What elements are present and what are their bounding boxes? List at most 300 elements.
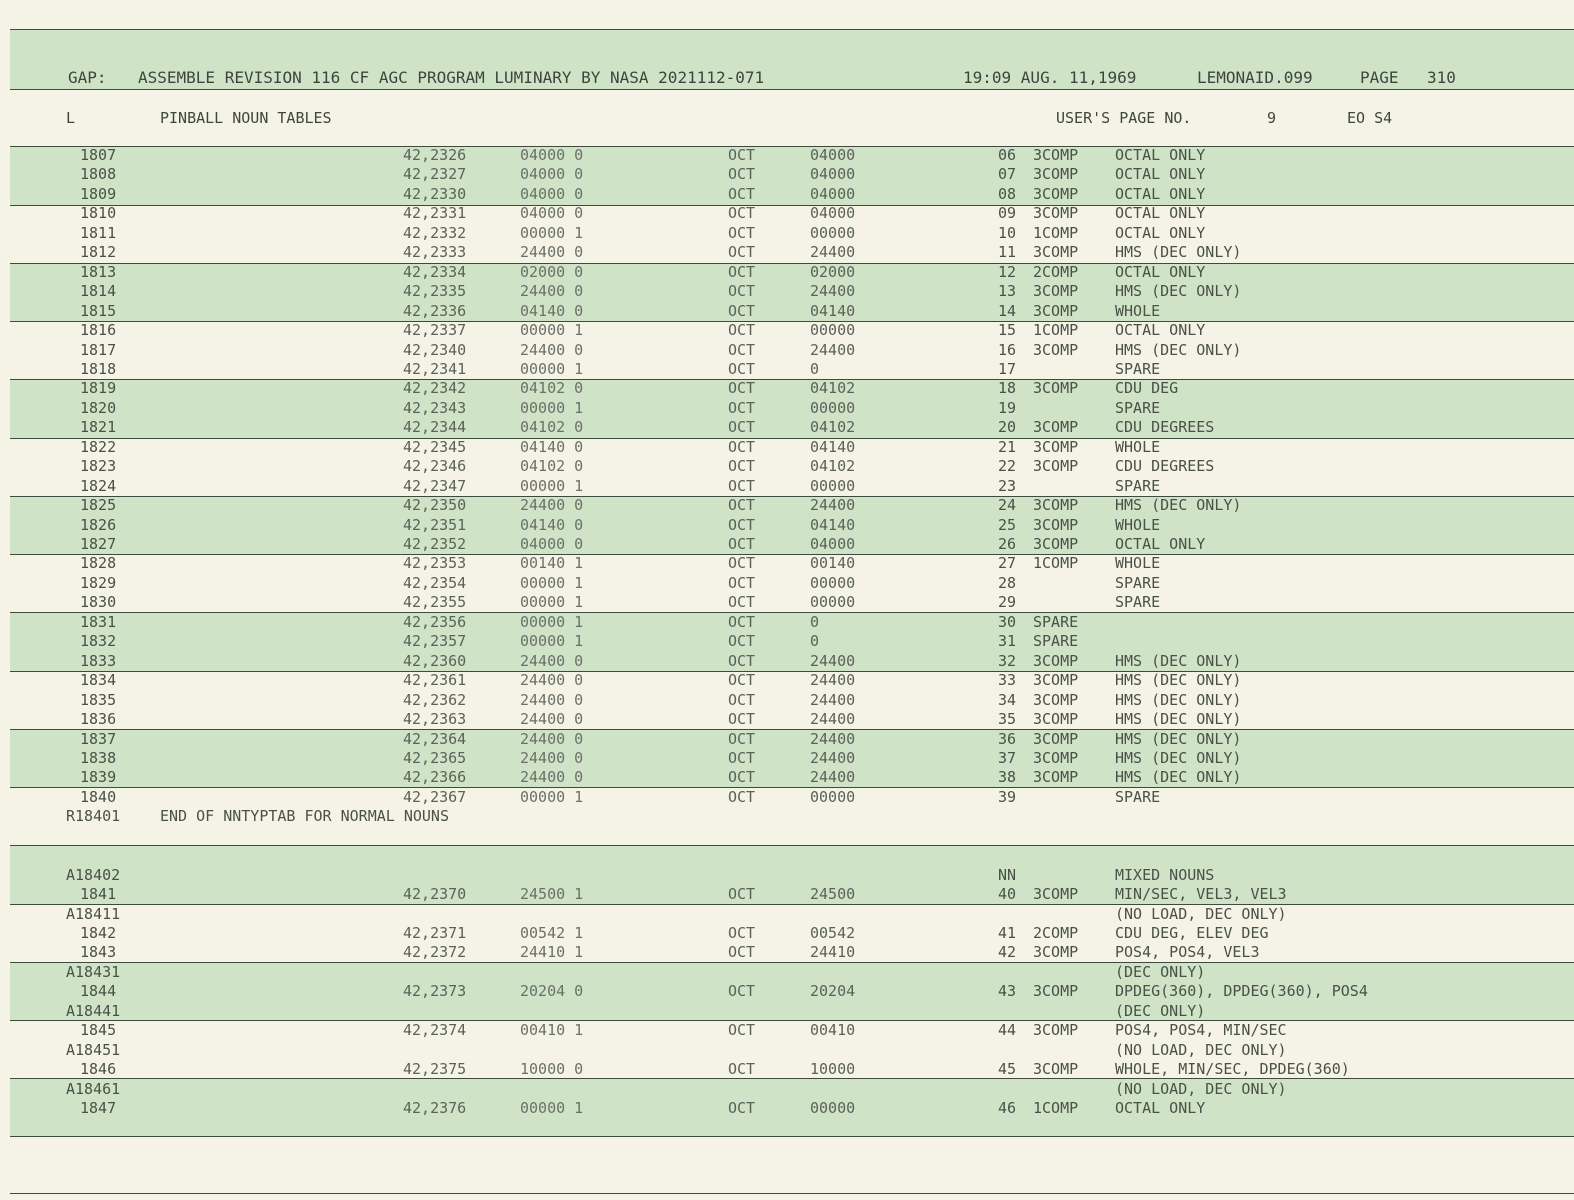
component-class: 3COMP — [1033, 652, 1079, 670]
noun-number: 39 — [998, 788, 1017, 806]
noun-number: 09 — [998, 204, 1017, 222]
address: 42,2355 — [403, 593, 467, 611]
listing-line — [0, 418, 1574, 437]
memory-word: 04000 0 — [520, 535, 584, 553]
noun-number: 40 — [998, 885, 1017, 903]
comment: (NO LOAD, DEC ONLY) — [1115, 905, 1287, 923]
opcode: OCT — [728, 671, 756, 689]
component-class: 1COMP — [1033, 554, 1079, 572]
memory-word: 24400 0 — [520, 671, 584, 689]
address: 42,2352 — [403, 535, 467, 553]
comment: WHOLE — [1115, 554, 1161, 572]
line-label: 1814 — [80, 282, 117, 300]
noun-number: 33 — [998, 671, 1017, 689]
component-class: 3COMP — [1033, 379, 1079, 397]
noun-number: NN — [998, 866, 1017, 884]
line-label: 1828 — [80, 554, 117, 572]
memory-word: 02000 0 — [520, 263, 584, 281]
operand: 0 — [810, 632, 820, 650]
comment: POS4, POS4, VEL3 — [1115, 943, 1260, 961]
operand: 02000 — [810, 263, 856, 281]
memory-word: 24400 0 — [520, 341, 584, 359]
component-class: 2COMP — [1033, 924, 1079, 942]
comment: HMS (DEC ONLY) — [1115, 341, 1242, 359]
address: 42,2365 — [403, 749, 467, 767]
line-label: 1812 — [80, 243, 117, 261]
remark-text: END OF NNTYPTAB FOR NORMAL NOUNS — [160, 807, 449, 825]
line-label: 1819 — [80, 379, 117, 397]
memory-word: 20204 0 — [520, 982, 584, 1000]
listing-line — [0, 263, 1574, 282]
opcode: OCT — [728, 282, 756, 300]
operand: 00410 — [810, 1021, 856, 1039]
line-label: 1824 — [80, 477, 117, 495]
line-label: 1842 — [80, 924, 117, 942]
operand: 04140 — [810, 302, 856, 320]
noun-number: 19 — [998, 399, 1017, 417]
component-class: 3COMP — [1033, 1060, 1079, 1078]
user-page-label: USER'S PAGE NO. — [1056, 109, 1192, 127]
noun-number: 37 — [998, 749, 1017, 767]
listing-line — [0, 438, 1574, 457]
memory-word: 00140 1 — [520, 554, 584, 572]
noun-number: 38 — [998, 768, 1017, 786]
address: 42,2332 — [403, 224, 467, 242]
operand: 20204 — [810, 982, 856, 1000]
component-class: 1COMP — [1033, 321, 1079, 339]
noun-number: 35 — [998, 710, 1017, 728]
memory-word: 04140 0 — [520, 438, 584, 456]
listing-line — [0, 671, 1574, 690]
component-class: 3COMP — [1033, 730, 1079, 748]
address: 42,2373 — [403, 982, 467, 1000]
noun-number: 42 — [998, 943, 1017, 961]
memory-word: 04000 0 — [520, 185, 584, 203]
address: 42,2334 — [403, 263, 467, 281]
comment: WHOLE, MIN/SEC, DPDEG(360) — [1115, 1060, 1350, 1078]
noun-number: 46 — [998, 1099, 1017, 1117]
memory-word: 04000 0 — [520, 204, 584, 222]
line-label: 1827 — [80, 535, 117, 553]
operand: 04140 — [810, 516, 856, 534]
opcode: OCT — [728, 632, 756, 650]
address: 42,2346 — [403, 457, 467, 475]
listing-line — [0, 496, 1574, 515]
address: 42,2376 — [403, 1099, 467, 1117]
datetime: 19:09 AUG. 11,1969 — [963, 68, 1137, 87]
listing-line — [0, 165, 1574, 184]
line-label: 1841 — [80, 885, 117, 903]
opcode: OCT — [728, 516, 756, 534]
operand: 04000 — [810, 535, 856, 553]
opcode: OCT — [728, 360, 756, 378]
opcode: OCT — [728, 691, 756, 709]
component-class: 3COMP — [1033, 185, 1079, 203]
memory-word: 00000 1 — [520, 360, 584, 378]
opcode: OCT — [728, 185, 756, 203]
listing-line — [0, 574, 1574, 593]
comment: SPARE — [1115, 788, 1161, 806]
opcode: OCT — [728, 730, 756, 748]
listing-line — [0, 963, 1574, 982]
line-label: 1833 — [80, 652, 117, 670]
line-label: 1846 — [80, 1060, 117, 1078]
line-label: 1840 — [80, 788, 117, 806]
line-label: 1831 — [80, 613, 117, 631]
file-name: LEMONAID.099 — [1197, 68, 1313, 87]
noun-number: 31 — [998, 632, 1017, 650]
opcode: OCT — [728, 924, 756, 942]
noun-number: 22 — [998, 457, 1017, 475]
address: 42,2343 — [403, 399, 467, 417]
rule — [10, 1193, 1574, 1194]
memory-word: 00000 1 — [520, 1099, 584, 1117]
line-label: 1826 — [80, 516, 117, 534]
operand: 24400 — [810, 243, 856, 261]
opcode: OCT — [728, 496, 756, 514]
operand: 04000 — [810, 165, 856, 183]
comment: CDU DEGREES — [1115, 418, 1215, 436]
comment: HMS (DEC ONLY) — [1115, 652, 1242, 670]
comment: HMS (DEC ONLY) — [1115, 691, 1242, 709]
listing-line — [0, 399, 1574, 418]
listing-line — [0, 204, 1574, 223]
line-label: 1809 — [80, 185, 117, 203]
comment: HMS (DEC ONLY) — [1115, 496, 1242, 514]
opcode: OCT — [728, 710, 756, 728]
address: 42,2370 — [403, 885, 467, 903]
component-class: SPARE — [1033, 613, 1079, 631]
comment: (DEC ONLY) — [1115, 963, 1206, 981]
line-label: A18441 — [66, 1002, 121, 1020]
memory-word: 04102 0 — [520, 379, 584, 397]
address: 42,2372 — [403, 943, 467, 961]
opcode: OCT — [728, 204, 756, 222]
component-class: 3COMP — [1033, 496, 1079, 514]
component-class: 3COMP — [1033, 671, 1079, 689]
comment: WHOLE — [1115, 302, 1161, 320]
opcode: OCT — [728, 613, 756, 631]
comment: POS4, POS4, MIN/SEC — [1115, 1021, 1287, 1039]
section-title: PINBALL NOUN TABLES — [160, 109, 332, 127]
address: 42,2351 — [403, 516, 467, 534]
comment: MIXED NOUNS — [1115, 866, 1215, 884]
opcode: OCT — [728, 165, 756, 183]
rule — [10, 29, 1574, 30]
component-class: 3COMP — [1033, 535, 1079, 553]
opcode: OCT — [728, 554, 756, 572]
line-label: 1830 — [80, 593, 117, 611]
opcode: OCT — [728, 399, 756, 417]
noun-number: 23 — [998, 477, 1017, 495]
comment: OCTAL ONLY — [1115, 224, 1206, 242]
listing-line — [0, 535, 1574, 554]
memory-word: 00000 1 — [520, 574, 584, 592]
memory-word: 00000 1 — [520, 632, 584, 650]
opcode: OCT — [728, 1021, 756, 1039]
address: 42,2330 — [403, 185, 467, 203]
comment: HMS (DEC ONLY) — [1115, 730, 1242, 748]
line-label: 1837 — [80, 730, 117, 748]
address: 42,2341 — [403, 360, 467, 378]
component-class: 3COMP — [1033, 302, 1079, 320]
address: 42,2331 — [403, 204, 467, 222]
operand: 24400 — [810, 691, 856, 709]
component-class: 3COMP — [1033, 749, 1079, 767]
opcode: OCT — [728, 477, 756, 495]
component-class: 3COMP — [1033, 204, 1079, 222]
comment: SPARE — [1115, 399, 1161, 417]
comment: OCTAL ONLY — [1115, 535, 1206, 553]
listing-line — [0, 224, 1574, 243]
address: 42,2345 — [403, 438, 467, 456]
comment: SPARE — [1115, 593, 1161, 611]
noun-number: 10 — [998, 224, 1017, 242]
listing-line — [0, 185, 1574, 204]
comment: HMS (DEC ONLY) — [1115, 749, 1242, 767]
operand: 24400 — [810, 671, 856, 689]
listing-line — [0, 905, 1574, 924]
noun-number: 15 — [998, 321, 1017, 339]
rule — [10, 1136, 1574, 1137]
operand: 0 — [810, 613, 820, 631]
memory-word: 04000 0 — [520, 146, 584, 164]
component-class: 1COMP — [1033, 224, 1079, 242]
listing-line — [0, 360, 1574, 379]
listing-line — [0, 341, 1574, 360]
comment: (NO LOAD, DEC ONLY) — [1115, 1080, 1287, 1098]
address: 42,2364 — [403, 730, 467, 748]
memory-word: 00000 1 — [520, 321, 584, 339]
comment: OCTAL ONLY — [1115, 185, 1206, 203]
component-class: 3COMP — [1033, 982, 1079, 1000]
listing-line — [0, 146, 1574, 165]
comment: CDU DEG, ELEV DEG — [1115, 924, 1269, 942]
component-class: SPARE — [1033, 632, 1079, 650]
rule — [10, 89, 1574, 90]
component-class: 3COMP — [1033, 943, 1079, 961]
noun-number: 32 — [998, 652, 1017, 670]
listing-line — [0, 243, 1574, 262]
address: 42,2353 — [403, 554, 467, 572]
line-label: 1832 — [80, 632, 117, 650]
noun-number: 14 — [998, 302, 1017, 320]
noun-number: 20 — [998, 418, 1017, 436]
noun-number: 34 — [998, 691, 1017, 709]
comment: CDU DEGREES — [1115, 457, 1215, 475]
noun-number: 29 — [998, 593, 1017, 611]
opcode: OCT — [728, 652, 756, 670]
line-label: A18431 — [66, 963, 121, 981]
line-label: 1835 — [80, 691, 117, 709]
comment: WHOLE — [1115, 438, 1161, 456]
memory-word: 24400 0 — [520, 749, 584, 767]
listing-line — [0, 613, 1574, 632]
line-label: 1845 — [80, 1021, 117, 1039]
operand: 24400 — [810, 341, 856, 359]
line-label: 1820 — [80, 399, 117, 417]
line-label: 1816 — [80, 321, 117, 339]
component-class: 3COMP — [1033, 243, 1079, 261]
operand: 04140 — [810, 438, 856, 456]
memory-word: 24400 0 — [520, 768, 584, 786]
line-label: A18411 — [66, 905, 121, 923]
opcode: OCT — [728, 982, 756, 1000]
line-label: 1839 — [80, 768, 117, 786]
listing-line — [0, 302, 1574, 321]
operand: 24400 — [810, 496, 856, 514]
listing-line — [0, 807, 1574, 826]
listing-line — [0, 1099, 1574, 1118]
memory-word: 00000 1 — [520, 399, 584, 417]
listing-line — [0, 1060, 1574, 1079]
listing-line — [0, 924, 1574, 943]
noun-number: 11 — [998, 243, 1017, 261]
line-label: 1813 — [80, 263, 117, 281]
noun-number: 25 — [998, 516, 1017, 534]
listing-line — [0, 982, 1574, 1001]
opcode: OCT — [728, 1060, 756, 1078]
opcode: OCT — [728, 418, 756, 436]
opcode: OCT — [728, 788, 756, 806]
address: 42,2350 — [403, 496, 467, 514]
operand: 00000 — [810, 593, 856, 611]
line-label: 1829 — [80, 574, 117, 592]
noun-number: 21 — [998, 438, 1017, 456]
memory-word: 24400 0 — [520, 730, 584, 748]
memory-word: 24400 0 — [520, 710, 584, 728]
line-label: 1815 — [80, 302, 117, 320]
eo-tag: EO S4 — [1347, 109, 1393, 127]
memory-word: 04140 0 — [520, 302, 584, 320]
address: 42,2347 — [403, 477, 467, 495]
noun-number: 06 — [998, 146, 1017, 164]
line-label: 1808 — [80, 165, 117, 183]
noun-number: 27 — [998, 554, 1017, 572]
listing-line — [0, 827, 1574, 846]
noun-number: 07 — [998, 165, 1017, 183]
noun-number: 30 — [998, 613, 1017, 631]
comment: OCTAL ONLY — [1115, 1099, 1206, 1117]
line-label: 1821 — [80, 418, 117, 436]
opcode: OCT — [728, 438, 756, 456]
operand: 00000 — [810, 574, 856, 592]
address: 42,2361 — [403, 671, 467, 689]
address: 42,2356 — [403, 613, 467, 631]
memory-word: 24410 1 — [520, 943, 584, 961]
address: 42,2362 — [403, 691, 467, 709]
noun-number: 43 — [998, 982, 1017, 1000]
address: 42,2375 — [403, 1060, 467, 1078]
noun-number: 08 — [998, 185, 1017, 203]
listing-line — [0, 1021, 1574, 1040]
listing-line — [0, 1080, 1574, 1099]
listing-line — [0, 379, 1574, 398]
memory-word: 04102 0 — [520, 457, 584, 475]
address: 42,2335 — [403, 282, 467, 300]
listing-line — [0, 1041, 1574, 1060]
listing-line — [0, 652, 1574, 671]
line-label: 1843 — [80, 943, 117, 961]
address: 42,2342 — [403, 379, 467, 397]
listing-line — [0, 846, 1574, 865]
component-class: 3COMP — [1033, 146, 1079, 164]
opcode: OCT — [728, 943, 756, 961]
line-label: 1823 — [80, 457, 117, 475]
memory-word: 24400 0 — [520, 691, 584, 709]
noun-number: 12 — [998, 263, 1017, 281]
component-class: 3COMP — [1033, 282, 1079, 300]
comment: HMS (DEC ONLY) — [1115, 671, 1242, 689]
operand: 04102 — [810, 457, 856, 475]
memory-word: 24400 0 — [520, 243, 584, 261]
noun-number: 45 — [998, 1060, 1017, 1078]
operand: 04000 — [810, 204, 856, 222]
line-label: 1810 — [80, 204, 117, 222]
comment: (DEC ONLY) — [1115, 1002, 1206, 1020]
comment: HMS (DEC ONLY) — [1115, 282, 1242, 300]
noun-number: 26 — [998, 535, 1017, 553]
component-class: 3COMP — [1033, 165, 1079, 183]
address: 42,2327 — [403, 165, 467, 183]
address: 42,2363 — [403, 710, 467, 728]
noun-number: 24 — [998, 496, 1017, 514]
listing-line — [0, 554, 1574, 573]
operand: 00140 — [810, 554, 856, 572]
memory-word: 10000 0 — [520, 1060, 584, 1078]
operand: 04000 — [810, 185, 856, 203]
operand: 00000 — [810, 224, 856, 242]
program-tag: GAP: — [68, 68, 107, 87]
component-class: 3COMP — [1033, 438, 1079, 456]
page-label: PAGE — [1360, 68, 1399, 87]
component-class: 3COMP — [1033, 1021, 1079, 1039]
noun-number: 17 — [998, 360, 1017, 378]
address: 42,2326 — [403, 146, 467, 164]
memory-word: 00000 1 — [520, 224, 584, 242]
noun-number: 28 — [998, 574, 1017, 592]
memory-word: 24400 0 — [520, 496, 584, 514]
memory-word: 24400 0 — [520, 652, 584, 670]
listing-line — [0, 321, 1574, 340]
address: 42,2357 — [403, 632, 467, 650]
line-label: 1822 — [80, 438, 117, 456]
address: 42,2333 — [403, 243, 467, 261]
listing-line — [0, 457, 1574, 476]
comment: (NO LOAD, DEC ONLY) — [1115, 1041, 1287, 1059]
line-label: 1807 — [80, 146, 117, 164]
opcode: OCT — [728, 263, 756, 281]
listing-line — [0, 768, 1574, 787]
line-label: 1818 — [80, 360, 117, 378]
line-label: 1836 — [80, 710, 117, 728]
address: 42,2344 — [403, 418, 467, 436]
comment: OCTAL ONLY — [1115, 263, 1206, 281]
address: 42,2354 — [403, 574, 467, 592]
noun-number: 16 — [998, 341, 1017, 359]
comment: OCTAL ONLY — [1115, 321, 1206, 339]
listing-line — [0, 632, 1574, 651]
operand: 00000 — [810, 1099, 856, 1117]
opcode: OCT — [728, 593, 756, 611]
operand: 10000 — [810, 1060, 856, 1078]
listing-line — [0, 282, 1574, 301]
comment: HMS (DEC ONLY) — [1115, 768, 1242, 786]
address: 42,2337 — [403, 321, 467, 339]
component-class: 3COMP — [1033, 457, 1079, 475]
listing-line — [0, 788, 1574, 807]
memory-word: 00000 1 — [520, 593, 584, 611]
